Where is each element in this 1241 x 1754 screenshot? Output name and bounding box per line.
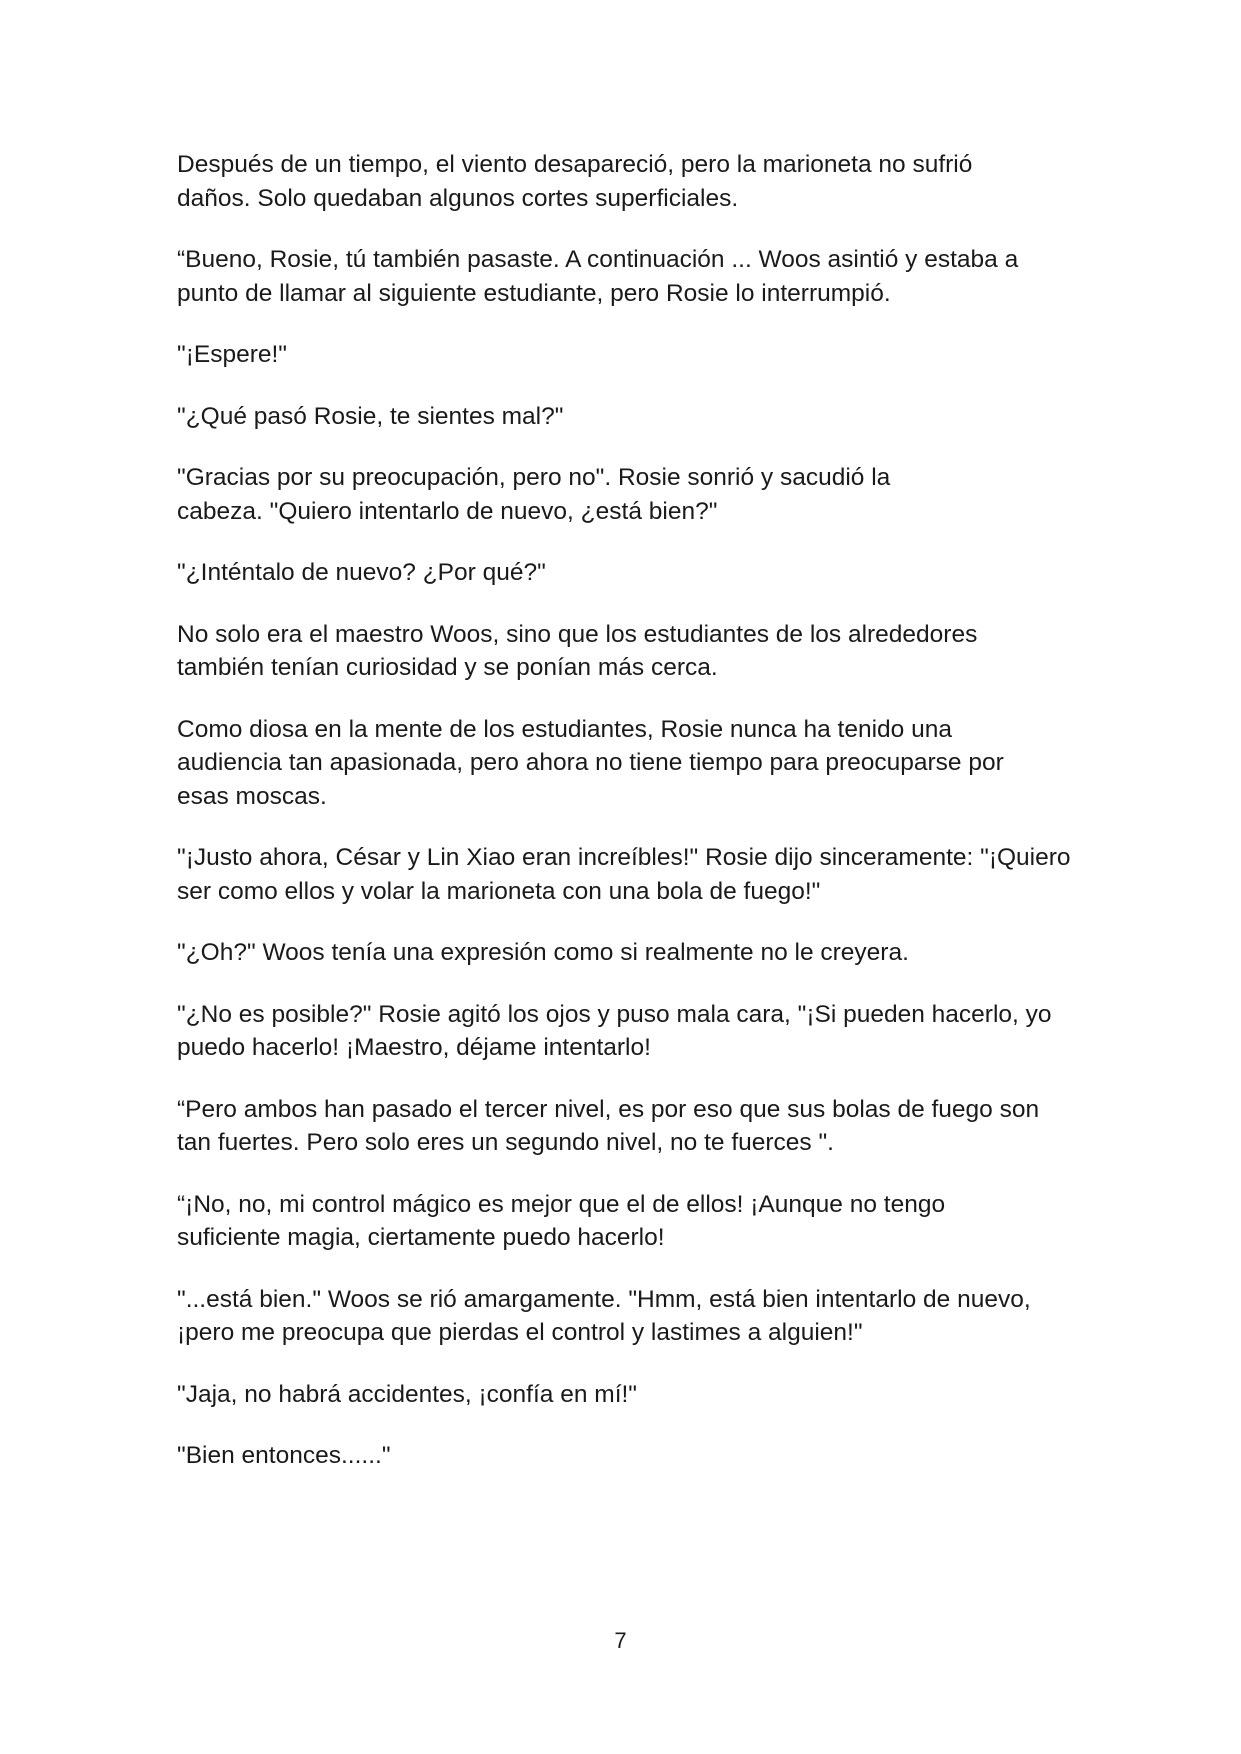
body-text — [177, 148, 1077, 1501]
paragraph: "¿No es posible?" Rosie agitó los ojos y puso mala cara, "¡Si pueden hacerlo, yo puedo hacerlo! ¡Maestro, déjame intentarlo! — [177, 1000, 1052, 1061]
paragraph: "¡Espere!" — [177, 341, 287, 368]
paragraph: "¿Qué pasó Rosie, te sientes mal?" — [177, 402, 564, 430]
paragraph: “Pero ambos han pasado el tercer nivel, es por eso que sus bolas de fuego son tan fuertes. Pero solo eres un segundo nivel, no te fuerces ". — [177, 1095, 1040, 1156]
paragraph: Como diosa en la mente de los estudiantes, Rosie nunca ha tenido una audiencia tan apasionada, pero ahora no tiene tiempo para preocuparse por esas moscas. — [177, 715, 1004, 810]
page-number: 7 — [614, 1628, 627, 1653]
paragraph: Después de un tiempo, el viento desapareció, pero la marioneta no sufrió daños. Solo quedaban algunos cortes superficiales. — [177, 151, 973, 212]
paragraph: "Jaja, no habrá accidentes, ¡confía en mí!" — [177, 1380, 638, 1408]
paragraph: "Gracias por su preocupación, pero no". Rosie sonrió y sacudió la cabeza. "Quiero intentarlo de nuevo, ¿está bien?" — [177, 464, 891, 525]
paragraph: “Bueno, Rosie, tú también pasaste. A continuación ... Woos asintió y estaba a punto de llamar al siguiente estudiante, pero Rosie lo interrumpió. — [177, 246, 1019, 307]
paragraph: No solo era el maestro Woos, sino que los estudiantes de los alrededores también tenían curiosidad y se ponían más cerca. — [177, 620, 978, 681]
paragraph: "¡Justo ahora, César y Lin Xiao eran increíbles!" Rosie dijo sinceramente: "¡Quiero ser como ellos y volar la marioneta con una bola de fuego!" — [177, 844, 1071, 905]
paragraph: "Bien entonces......" — [177, 1442, 391, 1469]
paragraph: "...está bien." Woos se rió amargamente. "Hmm, está bien intentarlo de nuevo, ¡pero me preocupa que pierdas el control y lastimes a alguien!" — [177, 1285, 1031, 1346]
paragraph: “¡No, no, mi control mágico es mejor que el de ellos! ¡Aunque no tengo suficiente magia, ciertamente puedo hacerlo! — [177, 1190, 946, 1251]
paragraph: "¿Inténtalo de nuevo? ¿Por qué?" — [177, 559, 546, 586]
paragraph: "¿Oh?" Woos tenía una expresión como si realmente no le creyera. — [177, 939, 909, 966]
